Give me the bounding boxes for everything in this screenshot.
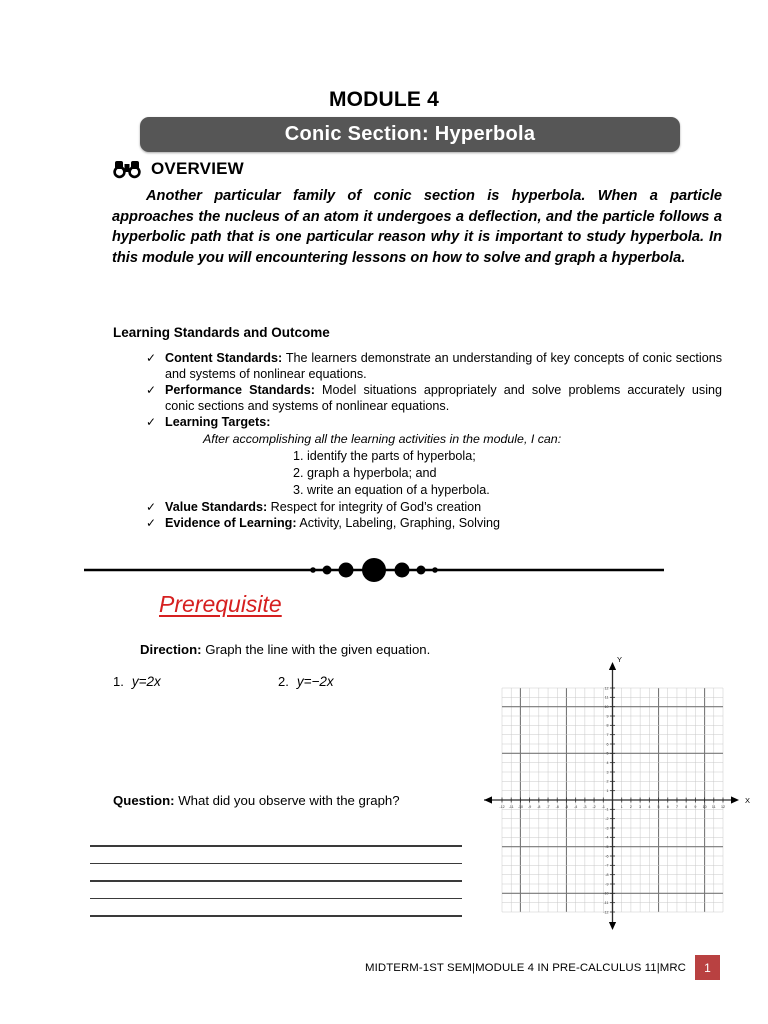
answer-line[interactable]	[90, 863, 462, 865]
svg-text:-10: -10	[517, 805, 524, 810]
list-item-text: Respect for integrity of God’s creation	[267, 499, 482, 514]
svg-text:7: 7	[606, 732, 609, 737]
list-item-label: Content Standards:	[165, 351, 283, 365]
svg-text:10: 10	[604, 704, 609, 709]
overview-body: Another particular family of conic section is hyperbola. When a particle approaches the nucleus of an atom it undergoes a deflection, and the particle follows a hyperbolic path that is one particular reason why it is important to study hyperbola. In this module you will encountering lessons on how to solve and graph a hyperbola.	[112, 188, 722, 266]
svg-text:2: 2	[629, 805, 632, 810]
equation-expression: y=−2x	[296, 674, 334, 689]
check-icon: ✓	[146, 383, 157, 398]
list-item	[146, 500, 722, 516]
svg-text:1: 1	[606, 788, 609, 793]
svg-text:1: 1	[620, 805, 623, 810]
svg-text:-1: -1	[605, 807, 609, 812]
svg-text:-1: -1	[601, 805, 605, 810]
svg-text:-10: -10	[603, 891, 609, 896]
svg-text:-11: -11	[603, 900, 609, 905]
svg-text:9: 9	[694, 805, 697, 810]
svg-text:Y: Y	[617, 655, 623, 664]
answer-lines	[90, 845, 462, 933]
list-item-label: Performance Standards:	[165, 383, 315, 398]
svg-text:2: 2	[606, 779, 609, 784]
svg-text:-12: -12	[499, 805, 505, 810]
title-banner	[140, 117, 680, 152]
svg-text:-11: -11	[508, 805, 514, 810]
svg-text:7: 7	[675, 805, 678, 810]
learning-targets-list	[165, 448, 722, 499]
list-item-text: The learners demonstrate an understanding of key concepts of conic sections and systems of nonlinear equations.	[165, 351, 723, 381]
list-item	[146, 516, 722, 532]
equation-number: 2.	[278, 674, 289, 689]
svg-text:6: 6	[606, 742, 609, 747]
svg-text:-9: -9	[528, 805, 532, 810]
svg-text:X: X	[745, 796, 751, 805]
svg-text:9: 9	[606, 714, 609, 719]
list-item-text: Activity, Labeling, Graphing, Solving	[296, 516, 501, 531]
page-footer	[0, 955, 768, 980]
svg-text:11: 11	[604, 695, 609, 700]
svg-text:8: 8	[606, 723, 609, 728]
svg-text:-3: -3	[605, 826, 609, 831]
svg-text:3: 3	[639, 805, 642, 810]
check-icon: ✓	[146, 499, 157, 514]
list-item	[146, 383, 722, 414]
check-icon: ✓	[146, 351, 157, 365]
overview-heading	[112, 159, 244, 179]
svg-text:-8: -8	[537, 805, 541, 810]
direction-label: Direction:	[140, 642, 202, 657]
check-icon: ✓	[146, 516, 157, 531]
list-item-label: Value Standards:	[165, 499, 268, 514]
footer-text: MIDTERM-1ST SEM|MODULE 4 IN PRE-CALCULUS 11|MRC	[365, 961, 686, 974]
learning-targets-intro: After accomplishing all the learning activities in the module, I can:	[203, 431, 562, 446]
answer-line[interactable]	[90, 915, 462, 917]
svg-text:-7: -7	[605, 863, 609, 868]
svg-text:-2: -2	[592, 805, 596, 810]
svg-text:-2: -2	[605, 816, 609, 821]
svg-text:-3: -3	[583, 805, 587, 810]
list-item-label: Learning Targets:	[165, 415, 271, 430]
learning-standards-list	[146, 351, 722, 533]
question-text: What did you observe with the graph?	[174, 793, 400, 808]
equation-number: 1.	[113, 674, 124, 689]
svg-text:5: 5	[657, 805, 660, 810]
svg-text:-6: -6	[605, 854, 609, 859]
list-item-text: Model situations appropriately and solve problems accurately using conic sections and systems of nonlinear equations.	[165, 383, 723, 413]
answer-line[interactable]	[90, 845, 462, 847]
svg-text:10: 10	[702, 805, 707, 810]
list-item	[146, 351, 722, 382]
list-item: 3. write an equation of a hyperbola.	[293, 482, 490, 497]
svg-text:-4: -4	[605, 835, 609, 840]
svg-text:12: 12	[721, 805, 725, 810]
module-title: MODULE 4	[328, 88, 440, 111]
svg-text:8: 8	[685, 805, 688, 810]
svg-text:4: 4	[648, 805, 651, 810]
list-item-label: Evidence of Learning:	[165, 516, 297, 531]
page-number-badge: 1	[695, 955, 720, 980]
list-item	[146, 415, 722, 498]
overview-label: OVERVIEW	[151, 159, 244, 178]
svg-text:-7: -7	[546, 805, 550, 810]
svg-text:6: 6	[666, 805, 669, 810]
title-banner-label: Conic Section: Hyperbola	[284, 123, 536, 145]
svg-text:3: 3	[606, 770, 609, 775]
svg-text:-5: -5	[564, 805, 569, 810]
svg-text:-9: -9	[605, 882, 609, 887]
binoculars-icon	[112, 159, 142, 179]
equation-item-1	[113, 674, 161, 689]
svg-text:5: 5	[606, 751, 609, 756]
coordinate-grid	[480, 655, 751, 928]
svg-text:-8: -8	[605, 872, 609, 877]
direction-line	[140, 642, 430, 657]
learning-standards-heading: Learning Standards and Outcome	[113, 325, 330, 340]
svg-text:11: 11	[711, 805, 716, 810]
question-label: Question:	[113, 793, 175, 808]
direction-text: Graph the line with the given equation.	[201, 642, 431, 657]
svg-text:-6: -6	[555, 805, 559, 810]
equation-expression: y=2x	[131, 674, 161, 689]
svg-text:12: 12	[604, 686, 609, 691]
svg-text:-4: -4	[574, 805, 578, 810]
question-block	[113, 792, 423, 809]
svg-text:-5: -5	[605, 844, 609, 849]
list-item: 1. identify the parts of hyperbola;	[293, 448, 476, 463]
svg-text:-12: -12	[603, 910, 609, 915]
answer-line[interactable]	[90, 898, 462, 900]
answer-line[interactable]	[90, 880, 462, 882]
ornamental-divider	[84, 556, 664, 584]
svg-text:4: 4	[606, 760, 609, 765]
list-item: 2. graph a hyperbola; and	[293, 465, 437, 480]
prerequisite-heading: Prerequisite	[159, 591, 282, 617]
check-icon: ✓	[146, 415, 157, 430]
equation-item-2	[278, 674, 334, 689]
